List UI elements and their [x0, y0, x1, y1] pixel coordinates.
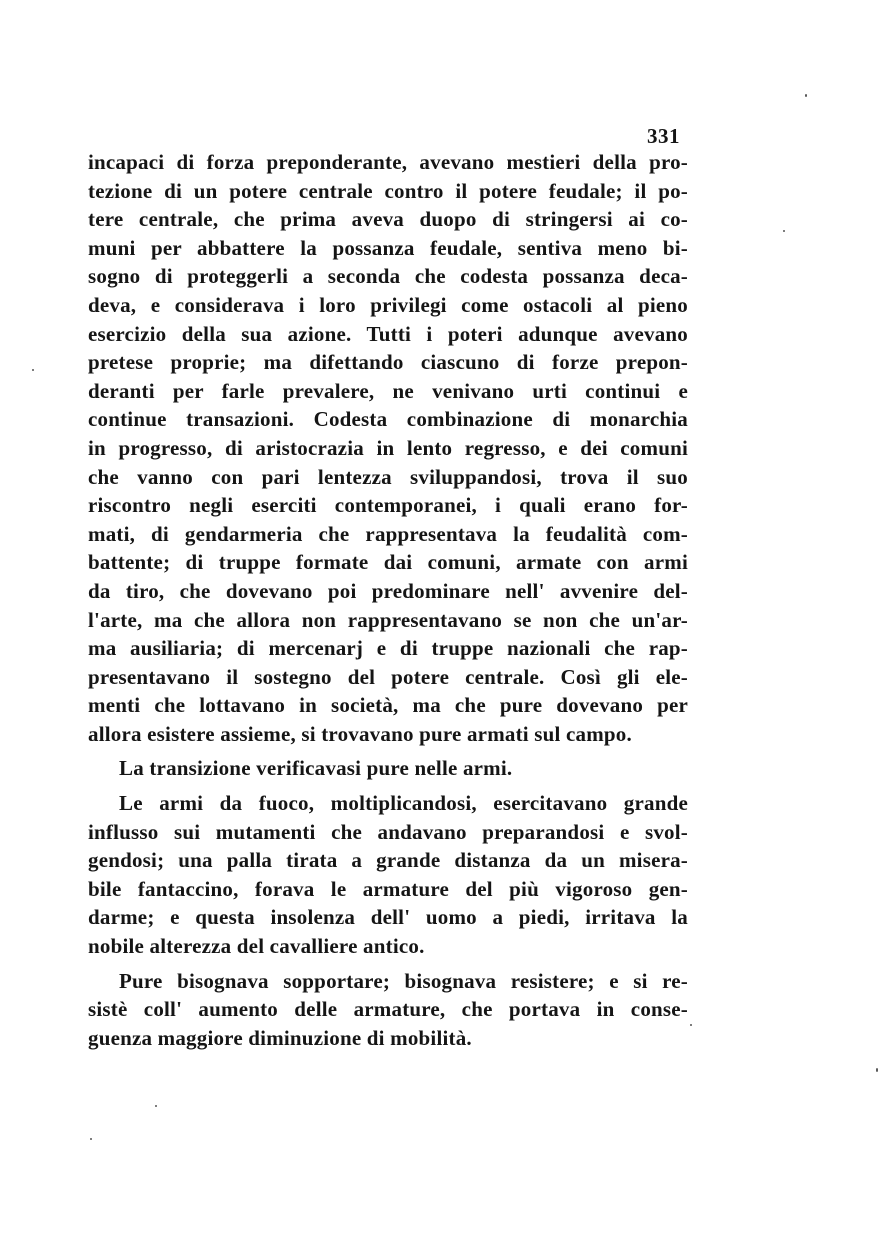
text-line: battente; di truppe formate dai comuni, armate con armi	[88, 550, 688, 575]
scan-speck	[876, 1068, 878, 1072]
text-line: riscontro negli eserciti contemporanei, i quali erano for-	[88, 493, 688, 518]
text-line: Le armi da fuoco, moltiplicandosi, esercitavano grande	[119, 791, 688, 816]
text-line: bile fantaccino, forava le armature del più vigoroso gen-	[88, 876, 688, 901]
text-line: menti che lottavano in società, ma che pure dovevano per	[88, 693, 688, 718]
text-line: allora esistere assieme, si trovavano pure armati sul campo.	[88, 721, 632, 746]
text-line: guenza maggiore diminuzione di mobilità.	[88, 1025, 472, 1050]
paragraph	[88, 754, 688, 783]
body-text	[88, 148, 688, 1052]
text-line: ma ausiliaria; di mercenarj e di truppe nazionali che rap-	[88, 636, 688, 661]
text-line: sistè coll' aumento delle armature, che portava in conse-	[88, 997, 688, 1022]
text-line: tezione di un potere centrale contro il potere feudale; il po-	[88, 178, 688, 203]
scan-speck	[690, 1024, 692, 1026]
text-line: presentavano il sostegno del potere centrale. Così gli ele-	[88, 664, 688, 689]
scan-speck	[783, 230, 785, 232]
text-line: nobile alterezza del cavalliere antico.	[88, 934, 425, 959]
text-line: l'arte, ma che allora non rappresentavano se non che un'ar-	[88, 607, 688, 632]
scan-speck	[155, 1105, 157, 1107]
page-number: 331	[647, 124, 680, 148]
paragraph	[88, 789, 688, 961]
scan-speck	[90, 1138, 92, 1140]
scan-speck	[32, 369, 34, 371]
text-line: incapaci di forza preponderante, avevano mestieri della pro-	[88, 150, 688, 174]
paragraph	[88, 967, 688, 1053]
text-line: esercizio della sua azione. Tutti i poteri adunque avevano	[88, 321, 688, 346]
text-line: in progresso, di aristocrazia in lento regresso, e dei comuni	[88, 435, 688, 460]
text-line: gendosi; una palla tirata a grande distanza da un misera-	[88, 848, 688, 873]
text-line: La transizione verificavasi pure nelle armi.	[119, 756, 513, 781]
text-line: mati, di gendarmeria che rappresentava la feudalità com-	[88, 521, 688, 546]
text-line: influsso sui mutamenti che andavano preparandosi e svol-	[88, 819, 688, 844]
text-line: pretese proprie; ma difettando ciascuno di forze prepon-	[88, 350, 688, 375]
paragraph	[88, 148, 688, 748]
text-line: continue transazioni. Codesta combinazione di monarchia	[88, 407, 688, 432]
text-line: deva, e considerava i loro privilegi come ostacoli al pieno	[88, 292, 688, 317]
text-line: deranti per farle prevalere, ne venivano urti continui e	[88, 378, 688, 403]
text-line: Pure bisognava sopportare; bisognava resistere; e si re-	[119, 968, 688, 993]
text-line: muni per abbattere la possanza feudale, sentiva meno bi-	[88, 235, 688, 260]
scan-speck	[805, 94, 807, 97]
text-line: darme; e questa insolenza dell' uomo a piedi, irritava la	[88, 905, 688, 930]
text-line: che vanno con pari lentezza sviluppandosi, trova il suo	[88, 464, 688, 489]
text-line: tere centrale, che prima aveva duopo di stringersi ai co-	[88, 207, 688, 232]
text-line: sogno di proteggerli a seconda che codesta possanza deca-	[88, 264, 688, 289]
text-line: da tiro, che dovevano poi predominare nell' avvenire del-	[88, 578, 688, 603]
